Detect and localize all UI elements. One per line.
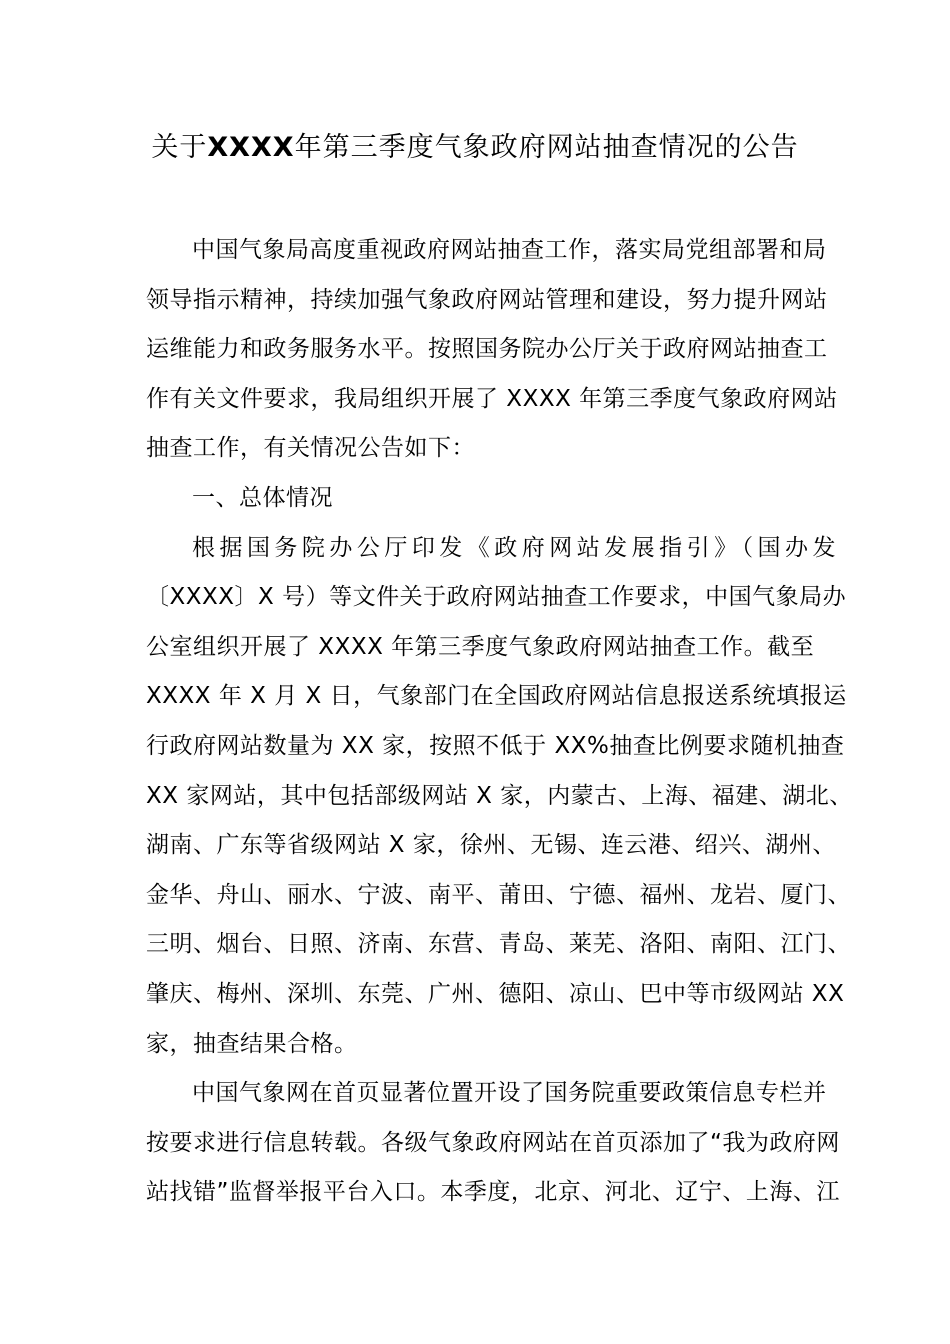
paragraph-line: 〔XXXX〕X 号）等文件关于政府网站抽查工作要求，中国气象局办	[146, 584, 847, 611]
document-body	[146, 226, 853, 1218]
paragraph-line: 三明、烟台、日照、济南、东营、青岛、莱芜、洛阳、南阳、江门、	[146, 931, 851, 958]
paragraph-line: 金华、舟山、丽水、宁波、南平、莆田、宁德、福州、龙岩、厦门、	[146, 881, 851, 908]
paragraph-line: 行政府网站数量为 XX 家，按照不低于 XX%抽查比例要求随机抽查	[146, 732, 845, 759]
paragraph-line: 领导指示精神，持续加强气象政府网站管理和建设，努力提升网站	[146, 286, 828, 313]
title-year: XXXX	[207, 132, 295, 163]
paragraph-line: 根据国务院办公厅印发《政府网站发展指引》（国办发	[192, 534, 836, 561]
section-heading: 一、总体情况	[192, 484, 333, 511]
paragraph-line: 家，抽查结果合格。	[146, 1030, 358, 1057]
paragraph-line: 运维能力和政务服务水平。按照国务院办公厅关于政府网站抽查工	[146, 336, 828, 363]
paragraph-line: XX 家网站，其中包括部级网站 X 家，内蒙古、上海、福建、湖北、	[146, 782, 853, 809]
paragraph-line: 湖南、广东等省级网站 X 家，徐州、无锡、连云港、绍兴、湖州、	[146, 832, 836, 859]
title-prefix: 关于	[151, 132, 208, 163]
paragraph-line: 肇庆、梅州、深圳、东莞、广州、德阳、凉山、巴中等市级网站 XX	[146, 980, 845, 1007]
paragraph-line: 站找错”监督举报平台入口。本季度，北京、河北、辽宁、上海、江	[146, 1179, 840, 1206]
paragraph-line: 按要求进行信息转载。各级气象政府网站在首页添加了“我为政府网	[146, 1129, 840, 1156]
paragraph-line: 抽查工作，有关情况公告如下：	[146, 435, 475, 462]
paragraph-line: XXXX 年 X 月 X 日，气象部门在全国政府网站信息报送系统填报运	[146, 683, 847, 710]
paragraph-line: 公室组织开展了 XXXX 年第三季度气象政府网站抽查工作。截至	[146, 633, 815, 660]
document-title	[0, 128, 950, 168]
paragraph-line: 中国气象局高度重视政府网站抽查工作，落实局党组部署和局	[192, 237, 827, 263]
paragraph-line: 中国气象网在首页显著位置开设了国务院重要政策信息专栏并	[192, 1080, 827, 1107]
title-suffix: 年第三季度气象政府网站抽查情况的公告	[294, 132, 799, 163]
paragraph-line: 作有关文件要求，我局组织开展了 XXXX 年第三季度气象政府网站	[146, 385, 838, 412]
